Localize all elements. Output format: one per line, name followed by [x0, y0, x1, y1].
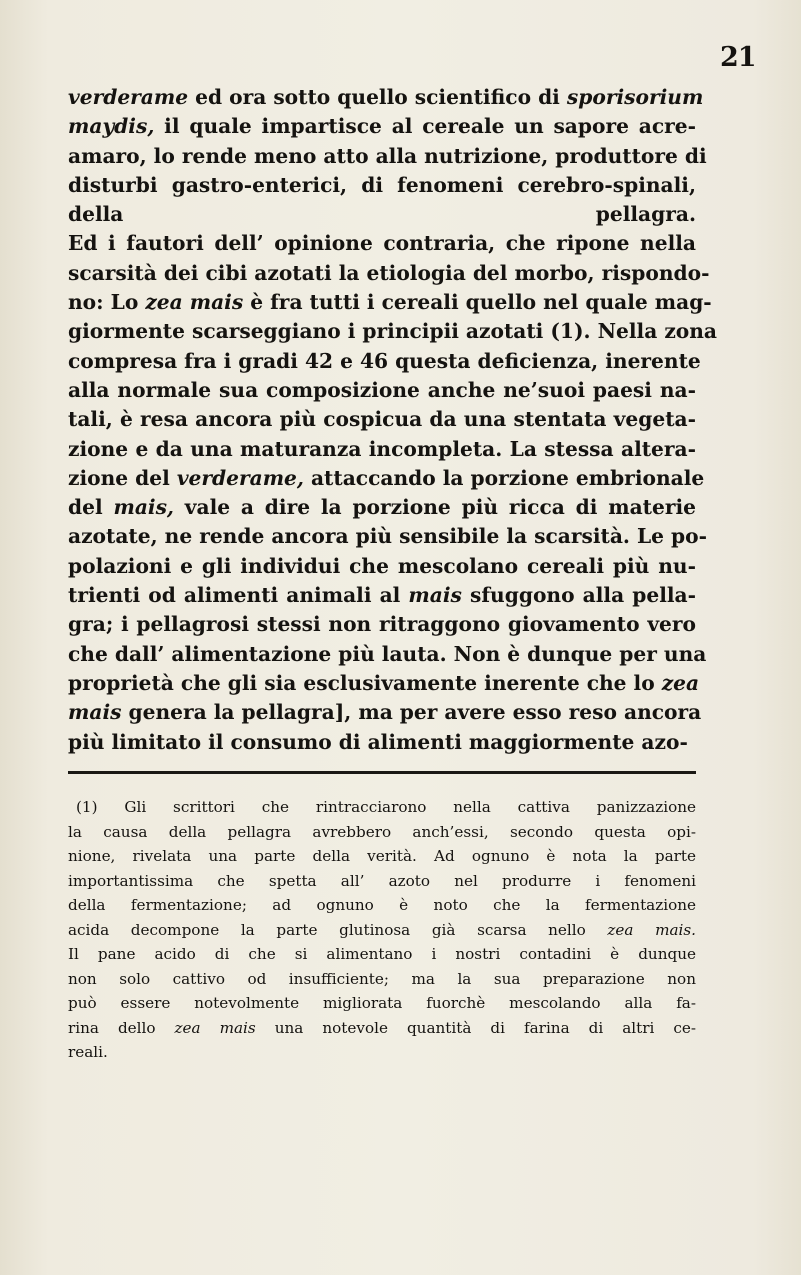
text-segment: trienti od alimenti animali al — [68, 583, 409, 608]
text-segment: del — [68, 495, 114, 520]
text-line — [68, 669, 700, 698]
footnote-line — [68, 1040, 696, 1065]
text-segment: una notevole quantità di farina di altri ce- — [255, 1018, 697, 1037]
footnote-line — [68, 967, 696, 992]
text-segment: genera la pellagra], ma per avere esso reso ancora — [121, 700, 702, 725]
text-line — [68, 493, 696, 522]
text-line — [68, 581, 696, 610]
text-segment: sfuggono alla pella- — [461, 583, 696, 608]
text-segment: attaccando la porzione embrionale — [303, 465, 705, 490]
footnote-line — [68, 991, 696, 1016]
text-line — [68, 552, 696, 581]
italic-term: mais — [68, 700, 122, 725]
text-line — [68, 259, 710, 288]
footnote — [68, 795, 696, 1065]
text-segment: nione, rivelata una parte della verità. Ad ognuno è nota la parte — [68, 847, 696, 865]
text-segment: ed ora sotto quello scientifico di — [188, 85, 567, 109]
footnote-line — [68, 893, 696, 918]
footnote-line — [68, 942, 696, 967]
text-segment: compresa fra i gradi 42 e 46 questa deficienza, inerente — [68, 348, 701, 373]
page-number: 21 — [720, 42, 756, 73]
footnote-line — [68, 918, 696, 943]
text-segment: più limitato il consumo di alimenti maggiormente azo- — [68, 729, 688, 754]
italic-term: mais, — [113, 495, 174, 520]
italic-term: zea mais — [145, 290, 244, 315]
text-segment: polazioni e gli individui che mescolano cereali più nu- — [68, 553, 696, 578]
text-line — [68, 610, 696, 639]
footnote-line — [68, 1016, 696, 1041]
text-segment: che dall’ alimentazione più lauta. Non è dunque per una — [68, 641, 707, 666]
text-segment: Il pane acido di che si alimentano i nostri contadini è dunque — [68, 945, 696, 963]
footnote-line — [68, 795, 696, 820]
text-line — [68, 171, 696, 200]
text-line — [68, 317, 718, 346]
italic-term: sporisorium — [566, 85, 704, 109]
text-line — [68, 522, 708, 551]
text-line — [68, 200, 696, 229]
text-segment: disturbi gastro-enterici, di fenomeni cerebro-spinali, — [68, 172, 696, 197]
text-segment: amaro, lo rende meno atto alla nutrizione, produttore di — [68, 143, 707, 168]
text-line — [68, 83, 704, 112]
body-text — [68, 83, 718, 757]
italic-term: verderame, — [176, 465, 304, 490]
text-segment: giormente scarseggiano i principii azotati (1). Nella zona — [68, 319, 718, 344]
italic-term: mais — [408, 583, 462, 608]
text-segment: scarsità dei cibi azotati la etiologia del morbo, rispondo- — [68, 260, 710, 285]
text-segment: Ed i fautori dell’ opinione contraria, che ripone nella — [68, 231, 696, 256]
text-line — [68, 229, 696, 258]
text-line — [68, 142, 707, 171]
italic-term: zea — [661, 670, 700, 695]
text-line — [68, 640, 707, 669]
text-line — [68, 112, 696, 141]
text-segment: non solo cattivo od insufficiente; ma la sua preparazione non — [68, 969, 696, 988]
footnote-line — [68, 820, 696, 845]
text-segment: reali. — [68, 1043, 108, 1061]
text-segment: (1) Gli scrittori che rintracciarono nella cattiva panizzazione — [76, 798, 696, 816]
text-segment: può essere notevolmente migliorata fuorchè mescolando alla fa- — [68, 994, 696, 1012]
text-segment: è fra tutti i cereali quello nel quale mag- — [243, 290, 712, 315]
text-line — [68, 435, 696, 464]
text-segment: tali, è resa ancora più cospicua da una stentata vegeta- — [68, 407, 696, 432]
text-segment: acida decompone la parte glutinosa già scarsa nello — [68, 920, 608, 939]
text-segment: della pellagra. — [68, 202, 696, 227]
italic-term: zea mais — [174, 1018, 256, 1037]
text-segment: zione del — [68, 465, 177, 490]
text-segment: il quale impartisce al cereale un sapore acre- — [154, 114, 696, 139]
italic-term: maydis, — [68, 114, 155, 139]
italic-term: verderame — [68, 85, 189, 109]
footnote-divider — [68, 771, 696, 774]
text-line — [68, 728, 696, 757]
text-line — [68, 376, 696, 405]
text-segment: zione e da una maturanza incompleta. La stessa altera- — [68, 436, 696, 461]
text-line — [68, 288, 712, 317]
text-line — [68, 347, 701, 376]
footnote-line — [68, 869, 696, 894]
text-segment: azotate, ne rende ancora più sensibile la scarsità. Le po- — [68, 524, 708, 549]
italic-term: zea mais. — [607, 920, 697, 939]
text-segment: gra; i pellagrosi stessi non ritraggono giovamento vero — [68, 612, 696, 637]
text-segment: rina dello — [68, 1018, 175, 1037]
text-segment: vale a dire la porzione più ricca di materie — [173, 495, 696, 520]
text-line — [68, 464, 705, 493]
text-segment: alla normale sua composizione anche ne’suoi paesi na- — [68, 377, 696, 402]
text-line — [68, 405, 696, 434]
text-segment: importantissima che spetta all’ azoto nel produrre i fenomeni — [68, 871, 696, 890]
text-line — [68, 698, 702, 727]
text-segment: della fermentazione; ad ognuno è noto che la fermentazione — [68, 896, 696, 914]
footnote-line — [68, 844, 696, 869]
text-segment: no: Lo — [68, 290, 146, 315]
text-segment: la causa della pellagra avrebbero anch’essi, secondo questa opi- — [68, 822, 696, 841]
text-segment: proprietà che gli sia esclusivamente inerente che lo — [68, 670, 662, 695]
